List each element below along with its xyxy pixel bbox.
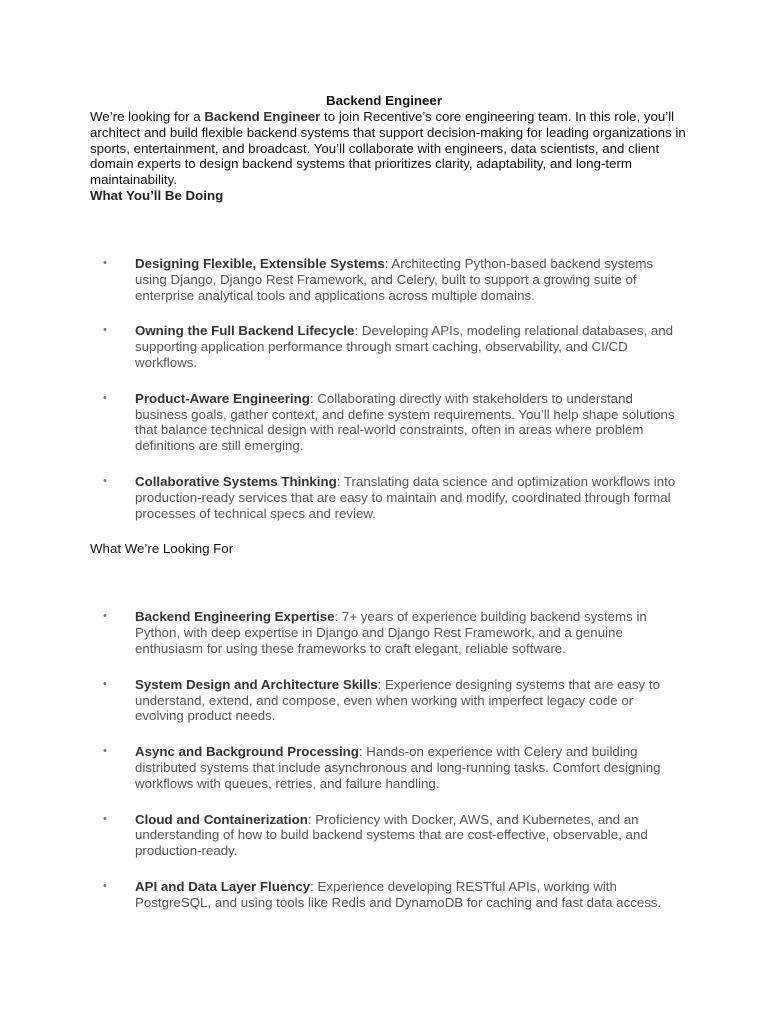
item-title: Cloud and Containerization: [135, 811, 308, 827]
item-text: : Collaborating directly with stakeholders to understand business goals, gather context, and define system requirements. You’ll help shape solutions that balance technical design with real-world constraints, often in areas where problem definitions are still emerging.: [135, 390, 675, 454]
list-item: [90, 744, 680, 791]
item-title: Async and Background Processing: [135, 744, 359, 760]
section-heading-looking: What We’re Looking For: [90, 541, 234, 557]
bullet-dot-icon: •: [103, 745, 107, 758]
item-text: : Architecting Python-based backend systems using Django, Django Rest Framework, and Celery, built to support a growing suite of enterprise analytical tools and applications across multiple domains.: [135, 255, 654, 303]
item-text: : Developing APIs, modeling relational databases, and supporting application performance through smart caching, observability, and CI/CD workflows.: [135, 323, 674, 370]
item-title: Designing Flexible, Extensible Systems: [135, 255, 385, 271]
document-page: [90, 93, 690, 931]
bullet-dot-icon: •: [103, 256, 107, 269]
looking-list: [90, 609, 690, 910]
item-title: Backend Engineering Expertise: [135, 609, 335, 625]
item-title: Collaborative Systems Thinking: [135, 473, 337, 489]
item-text: : Experience developing RESTful APIs, working with PostgreSQL, and using tools like Redis and DynamoDB for caching and fast data access.: [135, 878, 662, 910]
intro-role: Backend Engineer: [204, 109, 321, 124]
list-item: [90, 879, 680, 911]
list-item: [90, 391, 680, 454]
item-title: System Design and Architecture Skills: [135, 676, 378, 692]
bullet-dot-icon: •: [103, 391, 107, 404]
bullet-dot-icon: •: [103, 610, 107, 623]
bullet-dot-icon: •: [103, 677, 107, 690]
document-title: Backend Engineer: [325, 93, 443, 108]
list-item: [90, 677, 680, 724]
item-text: : Hands-on experience with Celery and building distributed systems that include asynchronous and long-running tasks. Comfort designing workflows with queues, retries, and failure handling.: [135, 744, 661, 791]
item-title: API and Data Layer Fluency: [135, 878, 311, 894]
list-item: [90, 256, 680, 303]
list-item: [90, 609, 680, 656]
item-title: Owning the Full Backend Lifecycle: [135, 323, 355, 339]
bullet-dot-icon: •: [103, 812, 107, 825]
bullet-dot-icon: •: [103, 324, 107, 337]
intro-paragraph: [90, 109, 686, 188]
item-text: : Proficiency with Docker, AWS, and Kubernetes, and an understanding of how to build backend systems that are cost-effective, observable, and production-ready.: [135, 811, 648, 859]
bullet-dot-icon: •: [103, 474, 107, 487]
intro-after: to join Recentive’s core engineering team. In this role, you’ll architect and build flexible backend systems that support decision-making for leading organizations in sports, entertainment, and broadcast. You’ll collaborate with engineers, data scientists, and client domain experts to design backend systems that prioritizes clarity, adaptability, and long-term maintainability.: [90, 109, 686, 188]
list-item: [90, 323, 680, 370]
section-heading-doing: What You’ll Be Doing: [90, 187, 224, 203]
item-text: : Translating data science and optimization workflows into production-ready services that are easy to maintain and modify, coordinated through formal processes of technical specs and review.: [135, 473, 676, 521]
item-text: : 7+ years of experience building backend systems in Python, with deep expertise in Django and Django Rest Framework, and a genuine enthusiasm for using these frameworks to craft elegant, reliable software.: [135, 609, 647, 656]
list-item: [90, 474, 680, 521]
list-item: [90, 812, 680, 859]
item-title: Product-Aware Engineering: [135, 390, 310, 406]
doing-list: [90, 256, 690, 521]
intro-before: We’re looking for a: [90, 109, 205, 124]
item-text: : Experience designing systems that are easy to understand, extend, and compose, even when working with imperfect legacy code or evolving product needs.: [135, 676, 660, 724]
bullet-dot-icon: •: [103, 879, 107, 892]
